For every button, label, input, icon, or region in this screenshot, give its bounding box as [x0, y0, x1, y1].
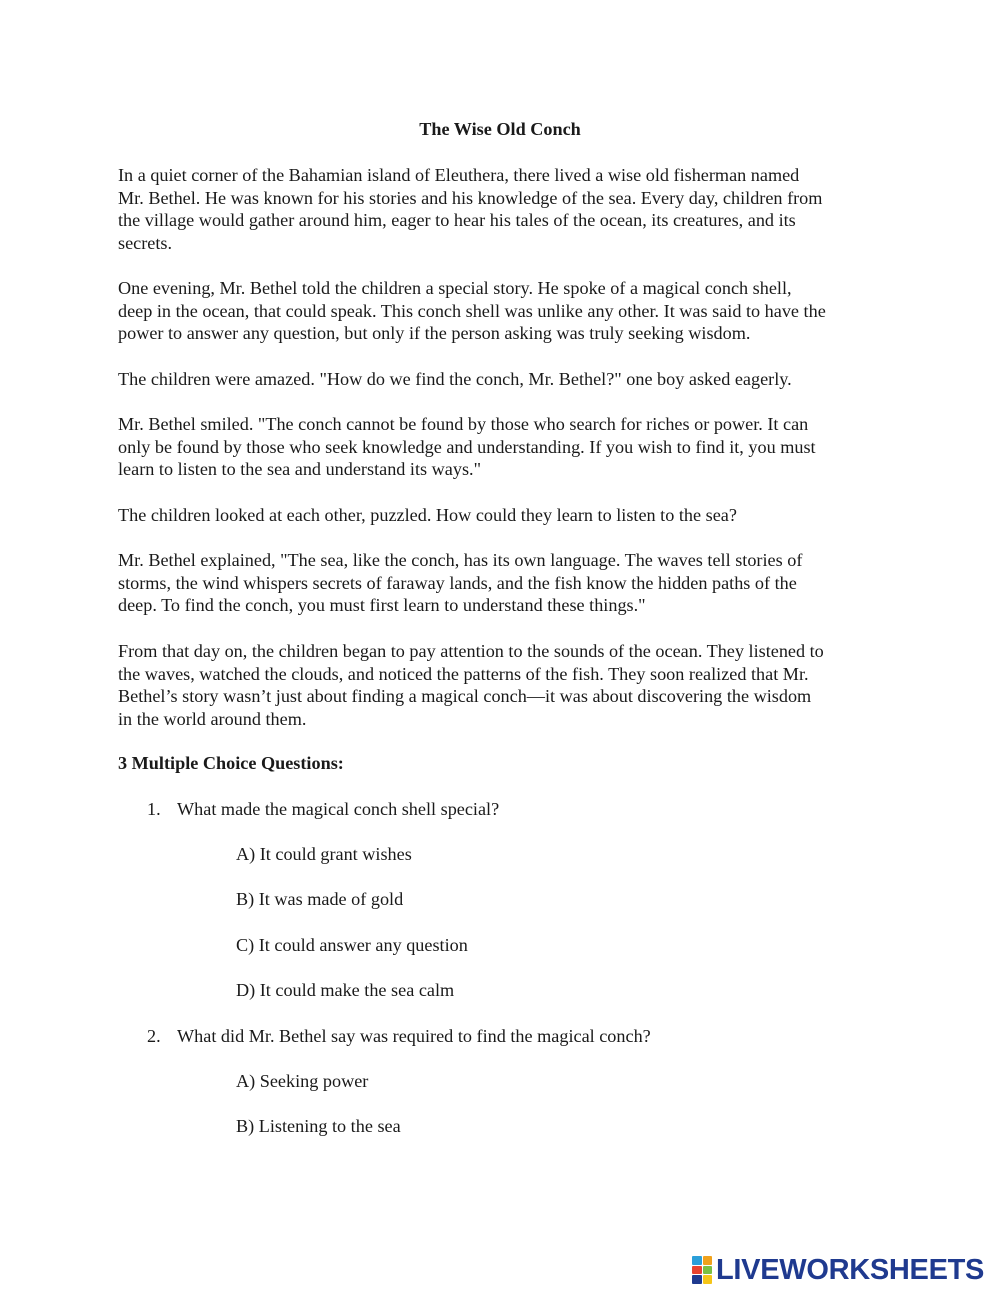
answer-option: A) It could grant wishes: [236, 844, 412, 864]
question-text: What made the magical conch shell special?: [177, 799, 500, 819]
worksheet-title: The Wise Old Conch: [419, 119, 581, 139]
question-number: 1.: [147, 799, 161, 819]
answer-option: B) Listening to the sea: [236, 1116, 401, 1136]
liveworksheets-logo: [692, 1254, 984, 1286]
logo-tiles-icon: [692, 1256, 712, 1284]
logo-tile: [692, 1275, 702, 1284]
question-2: [147, 1025, 651, 1048]
story-paragraph-1: In a quiet corner of the Bahamian island of Eleuthera, there lived a wise old fisherman named Mr. Bethel. He was known for his stories and his knowledge of the sea. Every day, children from the village would gather around him, eager to hear his tales of the ocean, its creatures, and its secrets.: [118, 165, 823, 253]
question-1: [147, 798, 499, 821]
logo-tile: [703, 1266, 713, 1275]
answer-option: B) It was made of gold: [236, 889, 404, 909]
logo-tile: [703, 1275, 713, 1284]
question-text: What did Mr. Bethel say was required to find the magical conch?: [177, 1026, 651, 1046]
answer-option: D) It could make the sea calm: [236, 980, 455, 1000]
answer-option: A) Seeking power: [236, 1071, 369, 1091]
questions-heading: 3 Multiple Choice Questions:: [118, 753, 344, 773]
logo-tile: [703, 1256, 713, 1265]
answer-option: C) It could answer any question: [236, 935, 468, 955]
story-paragraph-2: One evening, Mr. Bethel told the children a special story. He spoke of a magical conch shell, deep in the ocean, that could speak. This conch shell was unlike any other. It was said to have the power to answer any question, but only if the person asking was truly seeking wisdom.: [118, 278, 826, 344]
story-paragraph-5: The children looked at each other, puzzled. How could they learn to listen to the sea?: [118, 505, 737, 525]
logo-text: LIVEWORKSHEETS: [716, 1254, 985, 1286]
story-paragraph-7: From that day on, the children began to pay attention to the sounds of the ocean. They listened to the waves, watched the clouds, and noticed the patterns of the fish. They soon realized that Mr. Bethel’s story wasn’t just about finding a magical conch—it was about discovering the wisdom in the world around them.: [118, 641, 824, 729]
logo-tile: [692, 1266, 702, 1275]
question-number: 2.: [147, 1026, 161, 1046]
story-paragraph-6: Mr. Bethel explained, "The sea, like the conch, has its own language. The waves tell stories of storms, the wind whispers secrets of faraway lands, and the fish know the hidden paths of the deep. To find the conch, you must first learn to understand these things.": [118, 550, 803, 616]
logo-tile: [692, 1256, 702, 1265]
story-paragraph-4: Mr. Bethel smiled. "The conch cannot be found by those who search for riches or power. It can only be found by those who seek knowledge and understanding. If you wish to find it, you must learn to listen to the sea and understand its ways.": [118, 414, 816, 480]
story-paragraph-3: The children were amazed. "How do we find the conch, Mr. Bethel?" one boy asked eagerly.: [118, 369, 792, 389]
